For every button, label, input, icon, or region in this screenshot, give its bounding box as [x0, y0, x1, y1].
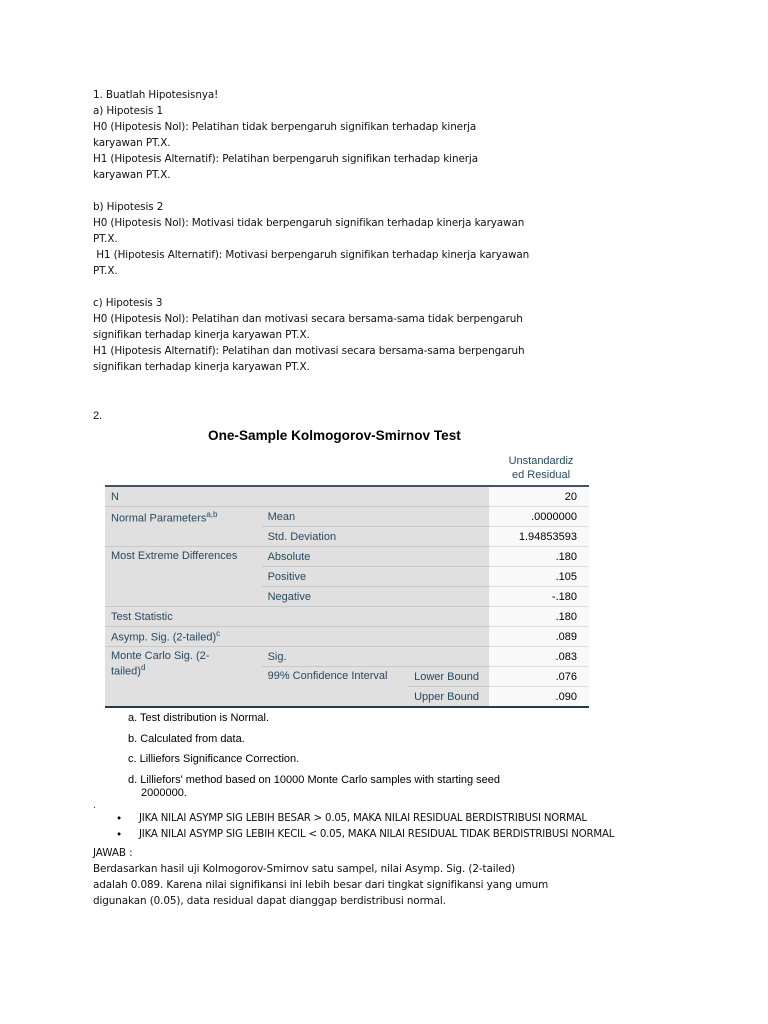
answer-label: JAWAB :: [93, 847, 133, 859]
monte-carlo-label-line1: Monte Carlo Sig. (2-: [111, 650, 210, 662]
hypothesis-1-h1-line2: karyawan PT.X.: [93, 169, 171, 181]
hypothesis-2-h0-line2: PT.X.: [93, 233, 118, 245]
footnote-c: c. Lilliefors Significance Correction.: [128, 753, 300, 765]
row-value: .180: [489, 607, 589, 627]
row-sublabel: 99% Confidence Interval: [262, 667, 409, 708]
table-row: [105, 486, 589, 507]
column-header-line2: ed Residual: [511, 469, 571, 481]
hypothesis-1-title: a) Hipotesis 1: [93, 105, 164, 117]
footnote-marker: d: [140, 663, 146, 672]
hypothesis-3-h0-line1: H0 (Hipotesis Nol): Pelatihan dan motivasi secara bersama-sama tidak berpengaruh: [93, 313, 523, 325]
row-value: .083: [489, 647, 589, 667]
table-row: [105, 547, 589, 567]
monte-carlo-label-line2: tailed): [111, 665, 141, 678]
footnote-a: a. Test distribution is Normal.: [128, 712, 270, 724]
hypothesis-3-title: c) Hipotesis 3: [93, 297, 163, 309]
row-bound-label: Upper Bound: [408, 687, 489, 708]
asymp-sig-label: Asymp. Sig. (2-tailed): [111, 631, 217, 644]
row-sublabel: Std. Deviation: [262, 527, 490, 547]
table-row: [105, 607, 589, 627]
ks-test-table: [105, 485, 589, 708]
row-sublabel: Positive: [262, 567, 490, 587]
row-value: .105: [489, 567, 589, 587]
normal-parameters-label: Normal Parameters: [111, 512, 207, 525]
hypothesis-1-h0-line2: karyawan PT.X.: [93, 137, 171, 149]
row-value: .180: [489, 547, 589, 567]
row-label: Test Statistic: [105, 607, 489, 627]
hypothesis-3-h1-line1: H1 (Hipotesis Alternatif): Pelatihan dan motivasi secara bersama-sama berpengaruh: [93, 345, 525, 357]
table-row: [105, 647, 589, 667]
row-label: [105, 627, 489, 647]
table-row: [105, 507, 589, 527]
hypothesis-2-h0-line1: H0 (Hipotesis Nol): Motivasi tidak berpengaruh signifikan terhadap kinerja karyawan: [93, 217, 525, 229]
footnote-d: d. Lilliefors' method based on 10000 Monte Carlo samples with starting seed: [128, 774, 501, 786]
row-value: -.180: [489, 587, 589, 607]
row-label: Most Extreme Differences: [105, 547, 262, 607]
row-sublabel: Mean: [262, 507, 490, 527]
row-bound-label: Lower Bound: [408, 667, 489, 687]
answer-line-1: Berdasarkan hasil uji Kolmogorov-Smirnov satu sampel, nilai Asymp. Sig. (2-tailed): [93, 863, 516, 875]
table-row: [105, 627, 589, 647]
answer-line-2: adalah 0.089. Karena nilai signifikansi ini lebih besar dari tingkat signifikansi yang umum: [93, 879, 549, 891]
bullet-icon: •: [116, 829, 123, 841]
row-value: 20: [489, 486, 589, 507]
ks-column-header: [500, 454, 582, 482]
question-1-heading: 1. Buatlah Hipotesisnya!: [93, 89, 219, 101]
answer-line-3: digunakan (0.05), data residual dapat dianggap berdistribusi normal.: [93, 895, 446, 907]
hypothesis-1-h1-line1: H1 (Hipotesis Alternatif): Pelatihan berpengaruh signifikan terhadap kinerja: [93, 153, 478, 165]
hypothesis-3-h1-line2: signifikan terhadap kinerja karyawan PT.X.: [93, 361, 310, 373]
hypothesis-2-h1-line1: H1 (Hipotesis Alternatif): Motivasi berpengaruh signifikan terhadap kinerja karyawan: [93, 249, 530, 261]
footnote-marker: a,b: [206, 510, 218, 519]
question-2-number: 2.: [93, 410, 102, 422]
hypothesis-3-h0-line2: signifikan terhadap kinerja karyawan PT.X.: [93, 329, 310, 341]
bullet-icon: •: [116, 813, 123, 825]
row-value: 1.94853593: [489, 527, 589, 547]
rule-1: JIKA NILAI ASYMP SIG LEBIH BESAR > 0.05, MAKA NILAI RESIDUAL BERDISTRIBUSI NORMAL: [139, 813, 587, 824]
row-label: [105, 507, 262, 547]
row-sublabel: Negative: [262, 587, 490, 607]
row-label: [105, 647, 262, 708]
row-value: .090: [489, 687, 589, 708]
row-value: .0000000: [489, 507, 589, 527]
ks-table-title: One-Sample Kolmogorov-Smirnov Test: [208, 428, 461, 443]
footnote-marker: c: [216, 629, 221, 639]
footnote-d-cont: 2000000.: [141, 787, 187, 799]
footnote-b: b. Calculated from data.: [128, 733, 245, 745]
row-label: N: [105, 486, 489, 507]
rule-2: JIKA NILAI ASYMP SIG LEBIH KECIL < 0.05, MAKA NILAI RESIDUAL TIDAK BERDISTRIBUSI NORMAL: [139, 829, 615, 840]
row-sublabel: Absolute: [262, 547, 490, 567]
hypothesis-2-title: b) Hipotesis 2: [93, 201, 164, 213]
stray-dot: .: [93, 801, 96, 811]
row-sublabel: Sig.: [262, 647, 490, 667]
row-value: .076: [489, 667, 589, 687]
hypothesis-1-h0-line1: H0 (Hipotesis Nol): Pelatihan tidak berpengaruh signifikan terhadap kinerja: [93, 121, 477, 133]
hypothesis-2-h1-line2: PT.X.: [93, 265, 118, 277]
row-value: .089: [489, 627, 589, 647]
column-header-line1: Unstandardiz: [508, 455, 574, 467]
